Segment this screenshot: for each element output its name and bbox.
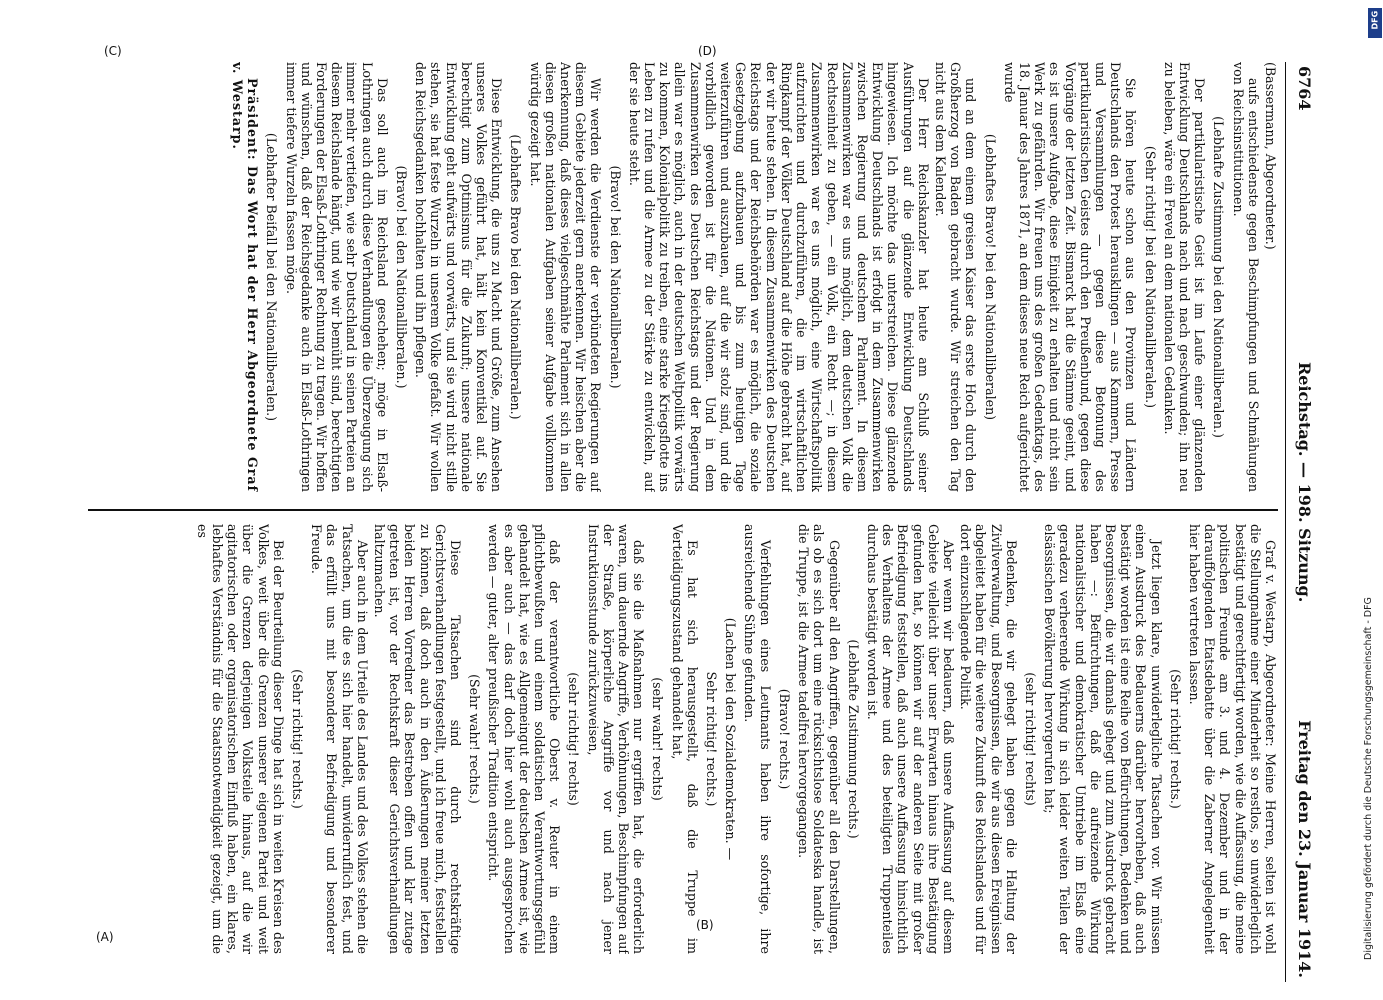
paragraph: Wir werden die Verdienste der verbündeten Regierungen auf diesem Gebiete jederzeit gern anerkennen. Wir heischen aber die Anerkennung, daß dieses vielgeschmähte Parlament sich in allen diesen großen nationalen Aufgaben seiner Aufgabe vollkommen würdig gezeigt hat. (527, 62, 604, 492)
paragraph: Gegenüber all den Angriffen, gegenüber all den Darstellungen, als ob es sich dort um eine rücksichtslose Soldateska handle, ist die Truppe, ist die Armee tadelfrei hervorgegangen. (796, 524, 842, 954)
paragraph: Diese Entwicklung, die uns zu Macht und Größe, zum Ansehen unseres Volkes geführt hat, hält kein Konventikel auf. Sie berechtigt zum Optimismus für die Zukunft; unsere nationale Entwicklung geht aufwärts und vorwärts, und sie wird nicht stille stehen, sie hat feste Wurzeln in unserem Volke gefaßt. Wir wollen den Reichsgedanken hochhalten und ihn pflegen. (413, 62, 505, 492)
session-date: Freitag den 23. Januar 1914. (1295, 720, 1314, 978)
paragraph: Aber auch in dem Urteile des Landes und des Volkes stehen die Tatsachen, um die es sich hier handelt, unwiderruflich fest, und das erfüllt uns mit besonderer Befriedigung und besonderer Freude. (309, 524, 370, 954)
interjection: Sehr richtig! rechts.) (704, 671, 720, 807)
paragraph: Der Herr Reichskanzler hat heute am Schluß seiner Ausführungen auf die glänzende Entwicklung Deutschlands hingewiesen. Ich möchte das unterstreichen. Diese glänzende Entwicklung Deutschlands ist erfolgt in dem Zusammenwirken zwischen Regierung und deutschem Parlament. In diesem Zusammenwirken war es uns möglich, dem deutschen Volk die Rechtseinheit zu geben, — ein Volk, ein Recht —; in diesem Zusammenwirken war es uns möglich, eine Wirtschaftspolitik aufzurichten und durchzuführen, die im wirtschaftlichen Ringkampf der Völker Deutschland auf die Höhe gebracht hat, auf der wir heute stehen. In diesem Zusammenwirken des Deutschen Reichstags und der Reichsbehörden war es möglich, die soziale Gesetzgebung aufzubauen und bis zum heutigen Tage weiterzuführen und auszubauen, auf die wir stolz sind, und die vorbildlich geworden ist für die Nationen. Und in dem Zusammenwirken des Deutschen Reichstags und der Regierung allein war es möglich, auch in der deutschen Weltpolitik vorwärts zu kommen, Kolonialpolitik zu treiben, eine starke Kriegsflotte ins Leben zu rufen und die Armee zu der Stärke zu entwickeln, auf der sie heute steht. (626, 62, 931, 492)
dfg-logo: DFG (1368, 8, 1382, 38)
paragraph: und an dem einem greisen Kaiser das erste Hoch durch den Großherzog von Baden gebracht wurde. Wir streichen den Tag nicht aus dem Kalender. (932, 62, 979, 492)
paragraph: Diese Tatsachen sind durch rechtskräftige Gerichtsverhandlungen festgestellt, und ich freue mich, feststellen zu können, daß doch auch in den Äußerungen meiner letzten beiden Herren Vorredner das Bestreben offen und klar zutage getreten ist, vor der Rechtskraft dieser Gerichtsverhandlungen haltzumachen. (372, 524, 464, 954)
paragraph: Es hat sich herausgestellt, daß die Truppe im Verteidigungszustand gehandelt hat, (669, 524, 700, 954)
page-number: 6764 (1295, 66, 1314, 111)
interjection: (Lachen bei den Sozialdemokraten. — (723, 617, 739, 861)
paragraph: daß der verantwortliche Oberst v. Reuter in einem pflichtbewußten und einem soldatischen Verantwortungsgefühl gehandelt hat, wie es Allgemeingut der deutschen Armee ist, wie es aber auch — das darf doch hier wohl auch ausgesprochen werden — guter, alter preußischer Tradition entspricht. (486, 524, 563, 954)
margin-marker-a: (A) (96, 930, 114, 944)
interjection: (Lebhafte Zustimmung rechts.) (845, 639, 861, 839)
running-header (1285, 62, 1320, 982)
paragraph: Verfehlungen eines Leutnants haben ihre sofortige, ihre ausreichende Sühne gefunden. (742, 524, 773, 954)
paragraph: Sie hören heute schon aus den Provinzen und Ländern Deutschlands den Protest herausklingen — aus Kammern, Presse und Versammlungen — gegen diese Betonung des partikularistischen Geistes durch den Preußenbund, gegen diese Vorgänge der letzten Zeit. Bismarck hat die Stämme geeint, und es ist unsere Aufgabe, diese Einigkeit zu erhalten und nicht sein Werk zu gefährden. Wir freuen uns des großen Gedenktags, des 18. Januar des Jahres 1871, an dem dieses neue Reich aufgerichtet wurde (1001, 62, 1139, 492)
paragraph: aufs entschiedenste gegen Beschimpfungen und Schmähungen von Reichsinstitutionen. (1230, 62, 1261, 492)
interjection: (Bravo! bei den Nationalliberalen.) (607, 165, 623, 389)
right-column (88, 524, 1278, 954)
paragraph: Jetzt liegen klare, unwiderlegliche Tatsachen vor. Wir müssen einen Ausdruck des Bedauerns darüber hervorheben, daß auch bestätigt worden ist eine Reihe von Befürchtungen, Bedenken und Besorgnissen, die wir damals gehegt und zum Ausdruck gebracht haben —: Befürchtungen, daß die aufreizende Wirkung nationalistischer und demokratischer Umtriebe im Elsaß eine geradezu verheerende Wirkung in sich leider weiten Teilen der elsässischen Bevölkerung hervorgerufen hat; (1042, 524, 1164, 954)
paragraph: Der partikularistische Geist ist im Laufe einer glänzenden Entwicklung Deutschlands nach und nach geschwunden; ihn neu zu beleben, wäre ein Frevel an dem nationalen Gedanken. (1161, 62, 1208, 492)
interjection: (sehr richtig! rechts) (1022, 672, 1038, 806)
interjection: (Sehr richtig! bei den Nationalliberalen.) (1142, 145, 1158, 409)
session-title: Reichstag. — 198. Sitzung. (1295, 362, 1314, 603)
margin-marker-d: (D) (698, 44, 717, 58)
rotated-page-content (70, 62, 1320, 982)
paragraph: Bedenken, die wir gehegt haben gegen die Haltung der Zivilverwaltung, und Besorgnissen, die wir aus diesen Ereignissen abgeleitet haben für die weitere Zukunft des Reichslandes und für dort einzuschlagende Politik. (958, 524, 1019, 954)
interjection: (Lebhaftes Bravo bei den Nationalliberalen.) (508, 134, 524, 420)
interjection: (Sehr wahr! rechts.) (467, 674, 483, 804)
interjection: (sehr wahr! rechts) (650, 677, 666, 801)
paragraph: Graf v. Westarp, Abgeordneter: Meine Herren, selten ist wohl die Stellungnahme einer Minderheit so restlos, so unwiderleglich bestätigt und gerechtfertigt worden, wie die Auffassung, die meine politischen Freunde am 3. und 4. Dezember und in der darauffolgenden Etatsdebatte über die Zaberner Angelegenheit hier haben vertreten lassen. (1186, 524, 1278, 954)
left-column (88, 62, 1278, 492)
interjection: (Bravo! rechts.) (776, 688, 792, 790)
interjection: (Sehr richtig! rechts.) (290, 669, 306, 809)
interjection: (sehr richtig! rechts) (566, 672, 582, 806)
column-divider (88, 509, 1278, 511)
margin-marker-c: (C) (104, 44, 122, 58)
paragraph: Aber wenn wir bedauern, daß unsere Auffassung auf diesem Gebiete vielleicht über unser Erwarten hinaus ihre Bestätigung gefunden hat, so können wir auf der anderen Seite mit großer Befriedigung feststellen, daß auch unsere Auffassung hinsichtlich des Verhaltens der Armee und des beteiligten Truppenteiles durchaus bestätigt worden ist. (864, 524, 956, 954)
digitization-credit: Digitalisierung gefördert durch die Deutsche Forschungsgemeinschaft - DFG (1363, 597, 1374, 960)
interjection: (Sehr richtig! rechts.) (1167, 669, 1183, 809)
president-statement: Präsident: Das Wort hat der Herr Abgeordnete Graf v. Westarp. (230, 62, 261, 492)
paragraph: Bei der Beurteilung dieser Dinge hat sich in weiten Kreisen des Volkes, weit über die Grenzen unserer eigenen Partei und weit über die Grenzen derjenigen Volksteile hinaus, auf die wir agitatorischen oder organisatorischen Einfluß haben, ein klares, lebhaftes Verständnis für die Staatsnotwendigkeit gezeigt, um die es (194, 524, 286, 954)
interjection: (Lebhafte Zustimmung bei den Nationalliberalen.) (1211, 116, 1227, 438)
interjection: (Lebhafter Beifall bei den Nationalliberalen.) (264, 132, 280, 422)
speaker-reference: (Bassermann, Abgeordneter.) (1263, 62, 1278, 250)
paragraph: Das soll auch im Reichsland geschehen; möge in Elsaß-Lothringen auch durch diese Verhandlungen die Überzeugung sich immer mehr vertiefen, wie sehr Deutschland in seinen Parteien an diesem Reichslande hängt, und wie wir bemüht sind, berechtigten Forderungen der Elsaß-Lothringer Rechnung zu tragen. Wir hoffen und wünschen, daß der Reichsgedanke auch in Elsaß-Lothringen immer tiefere Wurzeln fassen möge. (283, 62, 390, 492)
interjection: (Bravo! bei den Nationalliberalen.) (394, 165, 410, 389)
paragraph: daß sie die Maßnahmen nur ergriffen hat, die erforderlich waren, um dauernde Angriffe, Verhöhnungen, Beschimpfungen auf der Straße, körperliche Angriffe vor und nach jener Instruktionsstunde zurückzuweisen, (585, 524, 647, 954)
margin-marker-b: (B) (696, 918, 714, 932)
interjection: (Lebhaftes Bravo! bei den Nationalliberalen) (982, 133, 998, 421)
